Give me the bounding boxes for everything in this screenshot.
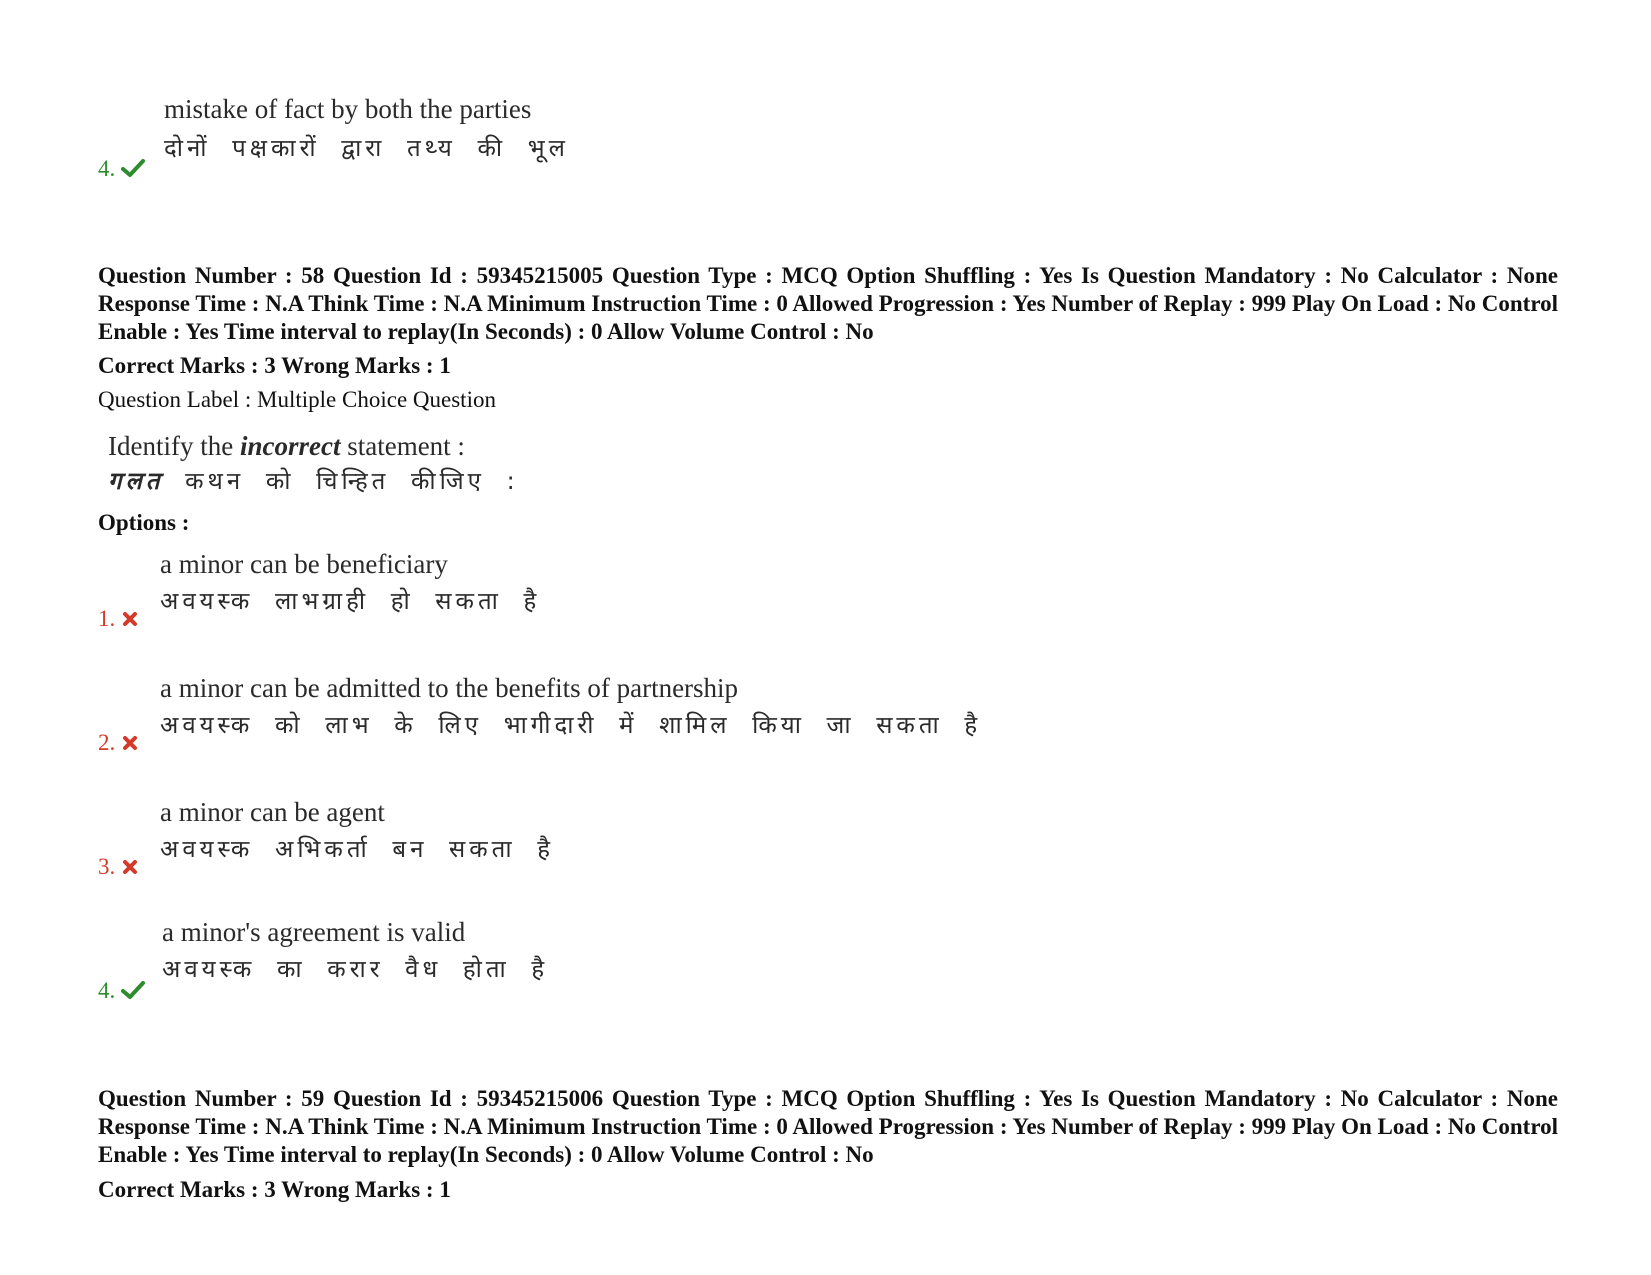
question-59-marks: Correct Marks : 3 Wrong Marks : 1 <box>98 1177 451 1202</box>
option-number <box>98 978 145 1006</box>
option-number-label: 1. <box>98 606 116 631</box>
cross-icon <box>121 732 139 758</box>
option-number-label: 3. <box>98 854 116 879</box>
check-icon <box>121 980 145 1006</box>
question-58-text-hindi <box>108 465 519 497</box>
options-heading: Options : <box>98 510 190 535</box>
question-58-marks: Correct Marks : 3 Wrong Marks : 1 <box>98 353 451 378</box>
option-text-hindi: दोनों पक्षकारों द्वारा तथ्य की भूल <box>164 134 569 162</box>
option-text-hindi: अवयस्क को लाभ के लिए भागीदारी में शामिल किया जा सकता है <box>160 711 982 739</box>
question-text-part: statement : <box>340 431 465 461</box>
question-text-part: कथन को चिन्हित कीजिए : <box>163 467 519 495</box>
question-text-emphasis: गलत <box>108 467 164 495</box>
option-number-label: 2. <box>98 730 116 755</box>
question-58-meta: Question Number : 58 Question Id : 59345215005 Question Type : MCQ Option Shuffling : Yes Is Question Mandatory : No Calculator : None Response Time : N.A Think Time : N.A Minimum Instruction Time : 0 Allowed Progression : Yes Number of Replay : 999 Play On Load : No Control Enable : Yes Time interval to replay(In Seconds) : 0 Allow Volume Control : No <box>98 263 1558 344</box>
option-text-english: mistake of fact by both the parties <box>164 94 532 124</box>
option-number <box>98 156 145 184</box>
check-icon <box>121 158 145 184</box>
option-text-hindi: अवयस्क लाभग्राही हो सकता है <box>160 587 541 615</box>
option-text-hindi: अवयस्क का करार वैध होता है <box>162 955 549 983</box>
option-number <box>98 606 139 634</box>
question-58-text-english <box>108 430 465 462</box>
question-58-label: Question Label : Multiple Choice Question <box>98 387 496 412</box>
cross-icon <box>121 856 139 882</box>
option-text-english: a minor can be admitted to the benefits of partnership <box>160 673 739 703</box>
option-number-label: 4. <box>98 978 116 1003</box>
option-text-hindi: अवयस्क अभिकर्ता बन सकता है <box>160 835 554 863</box>
question-text-part: Identify the <box>108 431 240 461</box>
option-text-english: a minor can be agent <box>160 797 385 827</box>
question-text-emphasis: incorrect <box>239 431 341 461</box>
question-59-meta: Question Number : 59 Question Id : 59345215006 Question Type : MCQ Option Shuffling : Yes Is Question Mandatory : No Calculator : None Response Time : N.A Think Time : N.A Minimum Instruction Time : 0 Allowed Progression : Yes Number of Replay : 999 Play On Load : No Control Enable : Yes Time interval to replay(In Seconds) : 0 Allow Volume Control : No <box>98 1086 1558 1167</box>
option-number <box>98 730 139 758</box>
option-number-label: 4. <box>98 156 116 181</box>
option-text-english: a minor can be beneficiary <box>160 549 448 579</box>
option-text-english: a minor's agreement is valid <box>162 917 466 947</box>
option-number <box>98 854 139 882</box>
cross-icon <box>121 608 139 634</box>
